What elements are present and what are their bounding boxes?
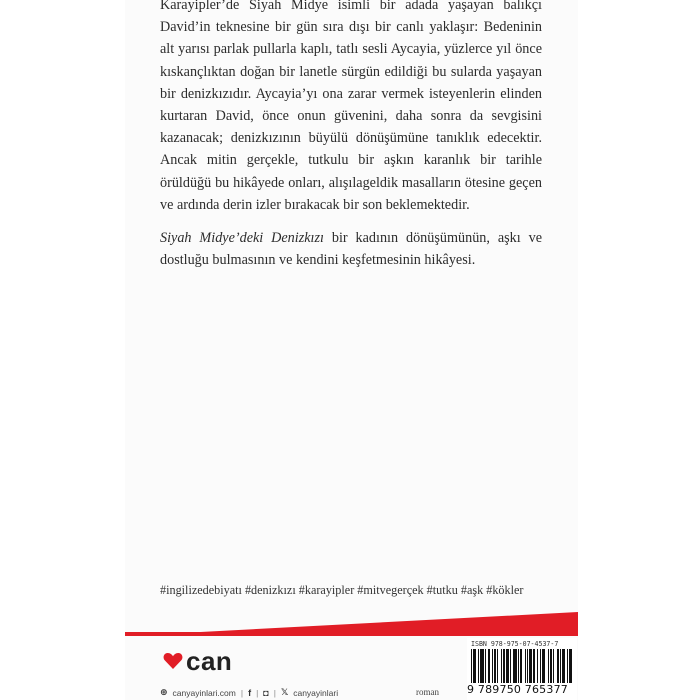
barcode-bar — [510, 649, 511, 685]
barcode-bar — [529, 649, 530, 685]
barcode-bar — [534, 649, 535, 685]
barcode-bar — [525, 649, 526, 685]
barcode-bar — [550, 649, 551, 685]
publisher-logo-text: can — [186, 646, 233, 676]
barcode-bar — [480, 649, 481, 685]
book-back-cover — [125, 0, 578, 700]
barcode-bar — [560, 649, 561, 685]
book-title-italic: Siyah Midye’deki Denizkızı — [160, 230, 324, 247]
barcode-bar — [481, 649, 482, 685]
barcode-bar — [520, 649, 521, 685]
isbn-block — [467, 638, 577, 700]
barcode-bar — [530, 649, 532, 685]
web-icon: ⊕ — [160, 687, 168, 697]
barcode-bar — [521, 649, 522, 685]
barcode-bar — [508, 649, 509, 685]
x-icon[interactable]: 𝕏 — [280, 687, 289, 697]
barcode-bar — [488, 649, 489, 685]
barcode-bar — [551, 649, 552, 685]
publisher-website[interactable]: canyayinlari.com — [172, 687, 236, 698]
barcode-bar — [492, 649, 493, 685]
blurb-paragraph-2 — [160, 227, 542, 271]
barcode-icon — [471, 649, 573, 685]
barcode-bar — [544, 649, 545, 685]
barcode-bar — [533, 649, 534, 685]
barcode-bar — [557, 649, 558, 685]
divider: | — [256, 687, 259, 698]
barcode-bar — [503, 649, 504, 685]
blurb-paragraph-1: Karayipler’de Siyah Midye isimli bir adada yaşayan balıkçı David’in teknesine bir gün sıra dışı bir canlı yaklaşır: Bedeninin alt yarısı parlak pullarla kaplı, tatlı sesli Aycayia, yüzlerce yıl önce kıskançlıktan doğan bir lanetle sürgün edildiği bu sularda yaşayan bir denizkızıdır. Aycayia’yı ona zarar vermek isteyenlerin elinden kurtaran David, önce onun güvenini, daha sonra da sevgisini kazanacak; denizkızının büyülü dönüşümüne tanıklık edecektir. Ancak mitin gerçekle, tutkulu bir aşkın karanlık bir tarihle örüldüğü bu hikâyede onları, alışılageldik masalların ötesine geçen ve ardında derin izler bırakacak bir son beklemektedir. — [160, 0, 542, 213]
divider: | — [273, 687, 276, 698]
barcode-bar — [540, 649, 541, 685]
barcode-bar — [548, 649, 549, 685]
divider: | — [240, 687, 244, 698]
barcode-bar — [478, 649, 479, 685]
barcode-bar — [527, 649, 528, 685]
barcode-bar — [506, 649, 508, 685]
facebook-icon[interactable]: f — [248, 687, 252, 698]
barcode-bar — [494, 649, 495, 685]
publisher-logo — [163, 648, 232, 674]
barcode-bar — [504, 649, 505, 685]
barcode-bar — [553, 649, 554, 685]
barcode-bar — [564, 649, 565, 685]
barcode-bar — [543, 649, 544, 685]
barcode-bar — [485, 649, 486, 685]
barcode-bar — [542, 649, 543, 685]
barcode-bar — [514, 649, 516, 685]
genre-label: roman — [416, 687, 439, 697]
barcode-bar — [537, 649, 538, 685]
isbn-label: ISBN 978-975-07-4537-7 — [471, 640, 559, 648]
barcode-bar — [471, 649, 472, 685]
red-band-base — [125, 632, 578, 636]
barcode-bar — [497, 649, 498, 685]
barcode-bar — [489, 649, 490, 685]
barcode-bar — [570, 649, 572, 685]
barcode-bar — [495, 649, 496, 685]
blurb-paragraph-2-rest: bir kadının dönüşümünün, aşkı ve dostluğu bulmasının ve kendini keşfetmesinin hikâyesi. — [160, 230, 543, 269]
barcode-bar — [569, 649, 570, 685]
barcode-digits: 9 789750 765377 — [467, 683, 575, 696]
publisher-social-handle[interactable]: canyayinlari — [293, 687, 339, 698]
instagram-icon[interactable]: ◘ — [263, 687, 269, 698]
barcode-bar — [562, 649, 564, 685]
heart-icon — [163, 652, 183, 670]
barcode-bar — [518, 649, 519, 685]
barcode-bar — [501, 649, 502, 685]
barcode-bar — [558, 649, 559, 685]
hashtags: #ingilizedebiyatı #denizkızı #karayipler #mitvegerçek #tutku #aşk #kökler — [160, 583, 524, 597]
publisher-footer — [160, 687, 338, 698]
barcode-bar — [513, 649, 514, 685]
barcode-bar — [567, 649, 568, 685]
blurb-text — [160, 0, 542, 271]
barcode-bar — [474, 649, 476, 685]
barcode-bar — [473, 649, 474, 685]
barcode-bar — [482, 649, 484, 685]
barcode-bar — [516, 649, 517, 685]
